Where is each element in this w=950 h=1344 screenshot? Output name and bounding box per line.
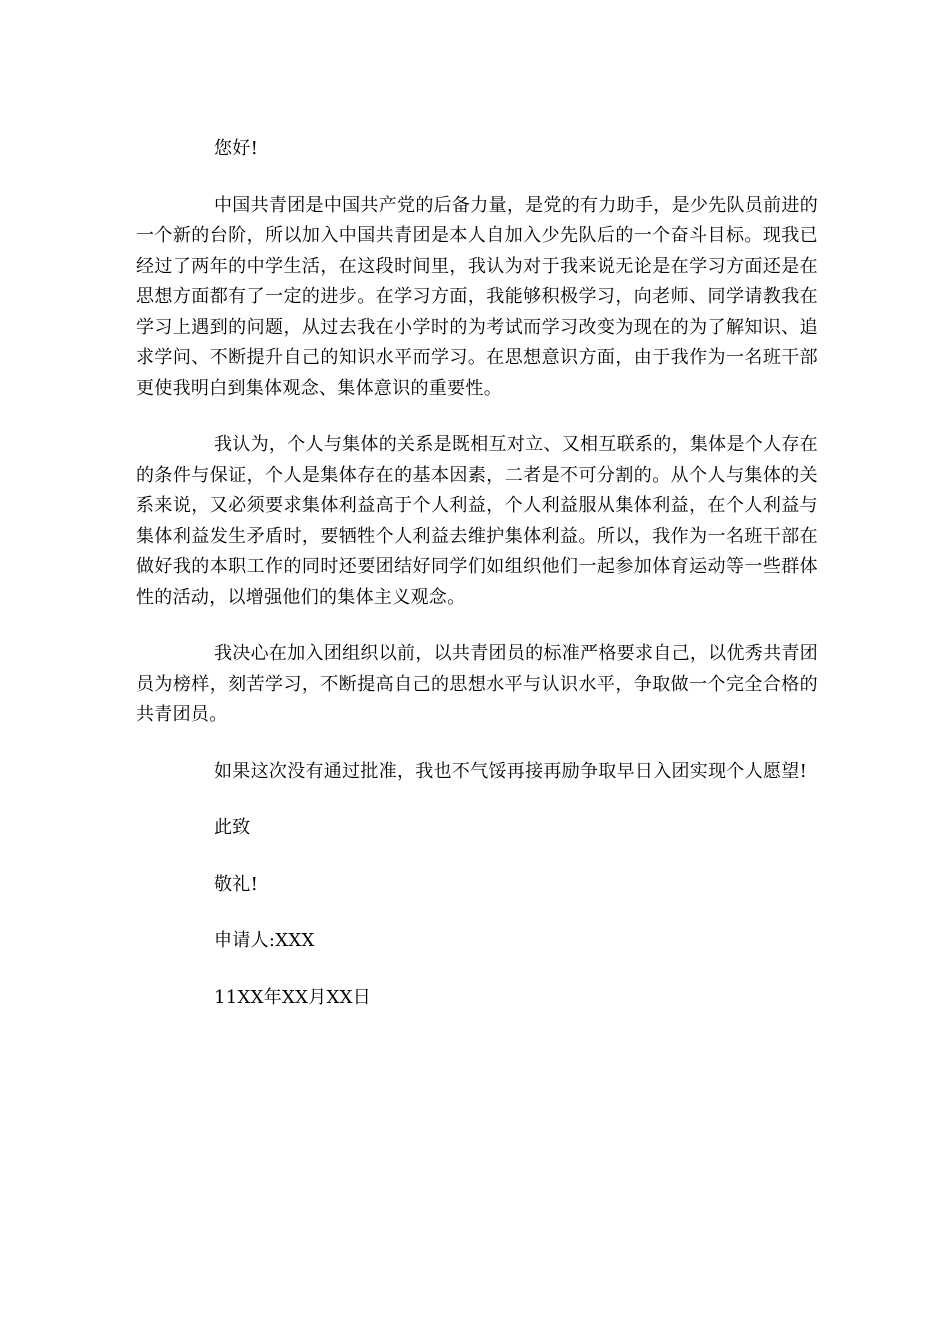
application-date: 11XX年XX月XX日 xyxy=(214,986,372,1008)
paragraph-1: 中国共青团是中国共产党的后备力量，是党的有力助手，是少先队员前进的一个新的台阶，所以加入中国共青团是本人自加入少先队后的一个奋斗目标。现我已经过了两年的中学生活，在这段时间里，我认为对于我来说无论是在学习方面还是在思想方面都有了一定的进步。在学习方面，我能够积极学习，向老师、同学请教我在学习上遇到的问题，从过去我在小学时的为考试而学习改变为现在的为了解知识、追求学问、不断提升自己的知识水平而学习。在思想意识方面，由于我作为一名班干部更使我明白到集体观念、集体意识的重要性。 xyxy=(136,194,818,399)
paragraph-4: 如果这次没有通过批准，我也不气馁再接再励争取早日入团实现个人愿望! xyxy=(214,760,808,782)
greeting: 您好! xyxy=(214,138,259,159)
applicant-signature: 申请人:XXX xyxy=(214,930,315,951)
closing-salutation: 此致 xyxy=(214,817,251,838)
closing-regards: 敬礼! xyxy=(214,873,259,895)
paragraph-2: 我认为，个人与集体的关系是既相互对立、又相互联系的，集体是个人存在的条件与保证，个人是集体存在的基本因素，二者是不可分割的。从个人与集体的关系来说，又必须要求集体利益高于个人利益，个人利益服从集体利益，在个人利益与集体利益发生矛盾时，要牺牲个人利益去维护集体利益。所以，我作为一名班干部在做好我的本职工作的同时还要团结好同学们如组织他们一起参加体育运动等一些群体性的活动，以增强他们的集体主义观念。 xyxy=(136,434,818,608)
paragraph-3: 我决心在加入团组织以前，以共青团员的标准严格要求自己，以优秀共青团员为榜样，刻苦学习，不断提高自己的思想水平与认识水平，争取做一个完全合格的共青团员。 xyxy=(136,643,818,725)
letter-body xyxy=(136,134,818,1039)
